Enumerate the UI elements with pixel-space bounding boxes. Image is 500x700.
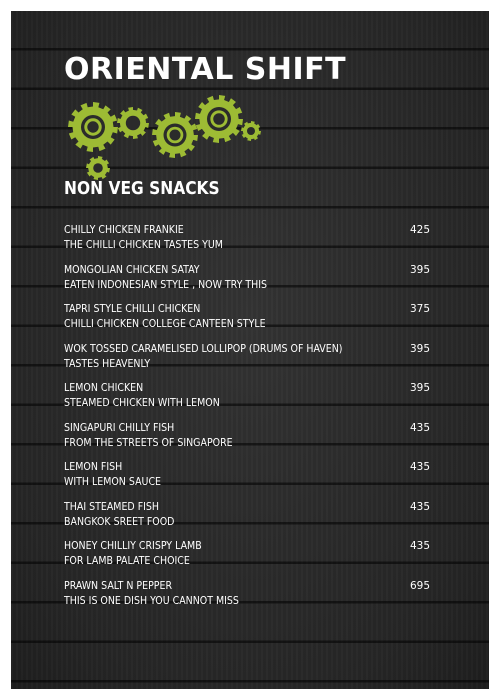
menu-item-name: LEMON FISH	[64, 461, 123, 473]
menu-item-description: WITH LEMON SAUCE	[64, 476, 162, 488]
menu-item-name: PRAWN SALT N PEPPER	[64, 579, 173, 592]
menu-item	[64, 263, 464, 299]
menu-item-price: 435	[410, 540, 431, 552]
menu-item	[64, 460, 464, 496]
menu-item-description: TASTES HEAVENLY	[64, 357, 151, 370]
menu-item-description: CHILLI CHICKEN COLLEGE CANTEEN STYLE	[64, 318, 266, 330]
menu-item-name: WOK TOSSED CARAMELISED LOLLIPOP (DRUMS OF HAVEN)	[64, 342, 343, 355]
menu-item-list	[11, 11, 489, 689]
menu-item-name: MONGOLIAN CHICKEN SATAY	[64, 263, 200, 276]
menu-item-description: FOR LAMB PALATE CHOICE	[64, 555, 190, 567]
menu-item-price: 395	[410, 263, 431, 276]
menu-item-name: CHILLY CHICKEN FRANKIE	[64, 224, 184, 236]
menu-item-name: HONEY CHILLIY CRISPY LAMB	[64, 540, 202, 552]
menu-item-description: STEAMED CHICKEN WITH LEMON	[64, 397, 220, 409]
menu-item	[64, 579, 464, 615]
menu-item	[64, 223, 464, 259]
menu-item-name: SINGAPURI CHILLY FISH	[64, 421, 175, 434]
menu-item	[64, 302, 464, 338]
menu-item-description: EATEN INDONESIAN STYLE , NOW TRY THIS	[64, 278, 267, 291]
menu-item-price: 375	[410, 303, 431, 315]
menu-item-name: THAI STEAMED FISH	[64, 500, 160, 513]
menu-item-price: 435	[410, 500, 431, 513]
menu-item	[64, 381, 464, 417]
menu-item-name: LEMON CHICKEN	[64, 382, 144, 394]
menu-title: ORIENTAL SHIFT	[64, 52, 347, 87]
menu-item-price: 435	[410, 421, 431, 434]
menu-page	[11, 11, 489, 689]
menu-item-price: 395	[410, 382, 431, 394]
menu-item	[64, 539, 464, 575]
menu-item-price: 695	[410, 579, 431, 592]
menu-item-price: 435	[410, 461, 431, 473]
menu-item-price: 395	[410, 342, 431, 355]
menu-item	[64, 342, 464, 378]
menu-item	[64, 500, 464, 536]
menu-item-description: THIS IS ONE DISH YOU CANNOT MISS	[64, 594, 239, 607]
menu-item	[64, 421, 464, 457]
menu-item-description: FROM THE STREETS OF SINGAPORE	[64, 436, 233, 449]
menu-item-description: THE CHILLI CHICKEN TASTES YUM	[64, 239, 223, 251]
section-title: NON VEG SNACKS	[64, 178, 220, 199]
menu-item-name: TAPRI STYLE CHILLI CHICKEN	[64, 303, 201, 315]
menu-item-price: 425	[410, 224, 431, 236]
menu-item-description: BANGKOK SREET FOOD	[64, 515, 175, 528]
